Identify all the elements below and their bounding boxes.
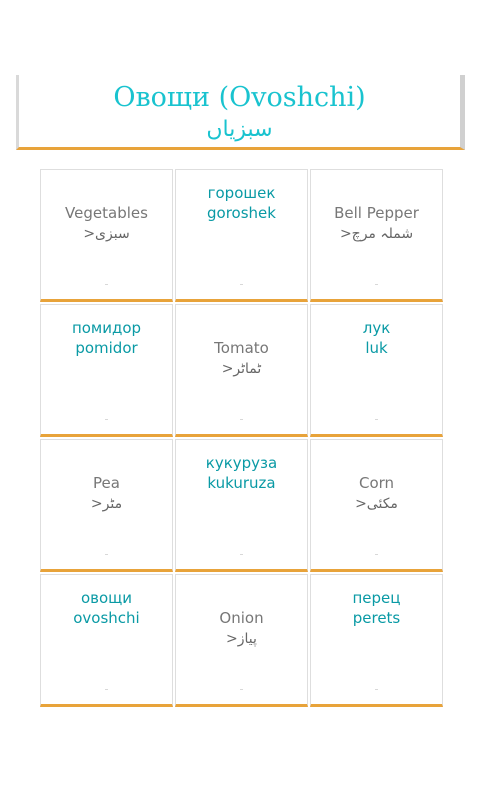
flashcard[interactable] [40, 304, 173, 437]
flashcard[interactable] [40, 574, 173, 707]
flashcard-primary-text: Vegetables [65, 204, 148, 222]
flashcard-primary-text: Tomato [214, 339, 269, 357]
flashcard-secondary-text: perets [352, 609, 401, 627]
flashcard[interactable] [40, 439, 173, 572]
flashcard-grid [40, 169, 443, 710]
flashcard-secondary-text: pomidor [75, 339, 138, 357]
flashcard-marker [240, 554, 243, 555]
flashcard[interactable] [310, 169, 443, 302]
flashcard-secondary-text: >مٹر [90, 496, 123, 512]
flashcard-primary-text: Pea [93, 474, 120, 492]
flashcard[interactable] [175, 169, 308, 302]
flashcard-primary-text: перец [352, 589, 401, 607]
flashcard-primary-text: помидор [71, 319, 142, 337]
flashcard-primary-text: овощи [80, 589, 133, 607]
flashcard[interactable] [310, 574, 443, 707]
flashcard-primary-text: Onion [219, 609, 264, 627]
flashcard-marker [240, 419, 243, 420]
flashcard-marker [105, 419, 108, 420]
flashcard-marker [375, 689, 378, 690]
flashcard-marker [375, 554, 378, 555]
flashcard-secondary-text: >سبزی [83, 226, 130, 242]
flashcard[interactable] [175, 574, 308, 707]
flashcard-primary-text: Corn [358, 474, 395, 492]
flashcard-secondary-text: >مکئی [355, 496, 398, 512]
page-header [16, 75, 465, 150]
flashcard-secondary-text: >شملہ مرچ [339, 226, 414, 242]
flashcard-secondary-text: luk [365, 339, 388, 357]
flashcard-marker [105, 689, 108, 690]
flashcard-secondary-text: >پیاز [226, 631, 257, 647]
flashcard[interactable] [310, 439, 443, 572]
flashcard[interactable] [175, 439, 308, 572]
flashcard-marker [240, 284, 243, 285]
flashcard[interactable] [40, 169, 173, 302]
flashcard-marker [375, 419, 378, 420]
flashcard-primary-text: горошек [207, 184, 276, 202]
flashcard-primary-text: кукуруза [205, 454, 278, 472]
flashcard-marker [105, 284, 108, 285]
flashcard-primary-text: Bell Pepper [334, 204, 419, 222]
flashcard-primary-text: лук [362, 319, 391, 337]
flashcard-marker [105, 554, 108, 555]
flashcard[interactable] [175, 304, 308, 437]
page-subtitle-urdu: سبزیاں [206, 117, 273, 142]
flashcard-secondary-text: >ٹماٹر [221, 361, 262, 377]
flashcard-marker [375, 284, 378, 285]
flashcard-marker [240, 689, 243, 690]
flashcard-secondary-text: goroshek [207, 204, 276, 222]
flashcard-secondary-text: kukuruza [207, 474, 276, 492]
flashcard-secondary-text: ovoshchi [73, 609, 140, 627]
flashcard[interactable] [310, 304, 443, 437]
page-title: Овощи (Ovoshchi) [113, 82, 366, 113]
